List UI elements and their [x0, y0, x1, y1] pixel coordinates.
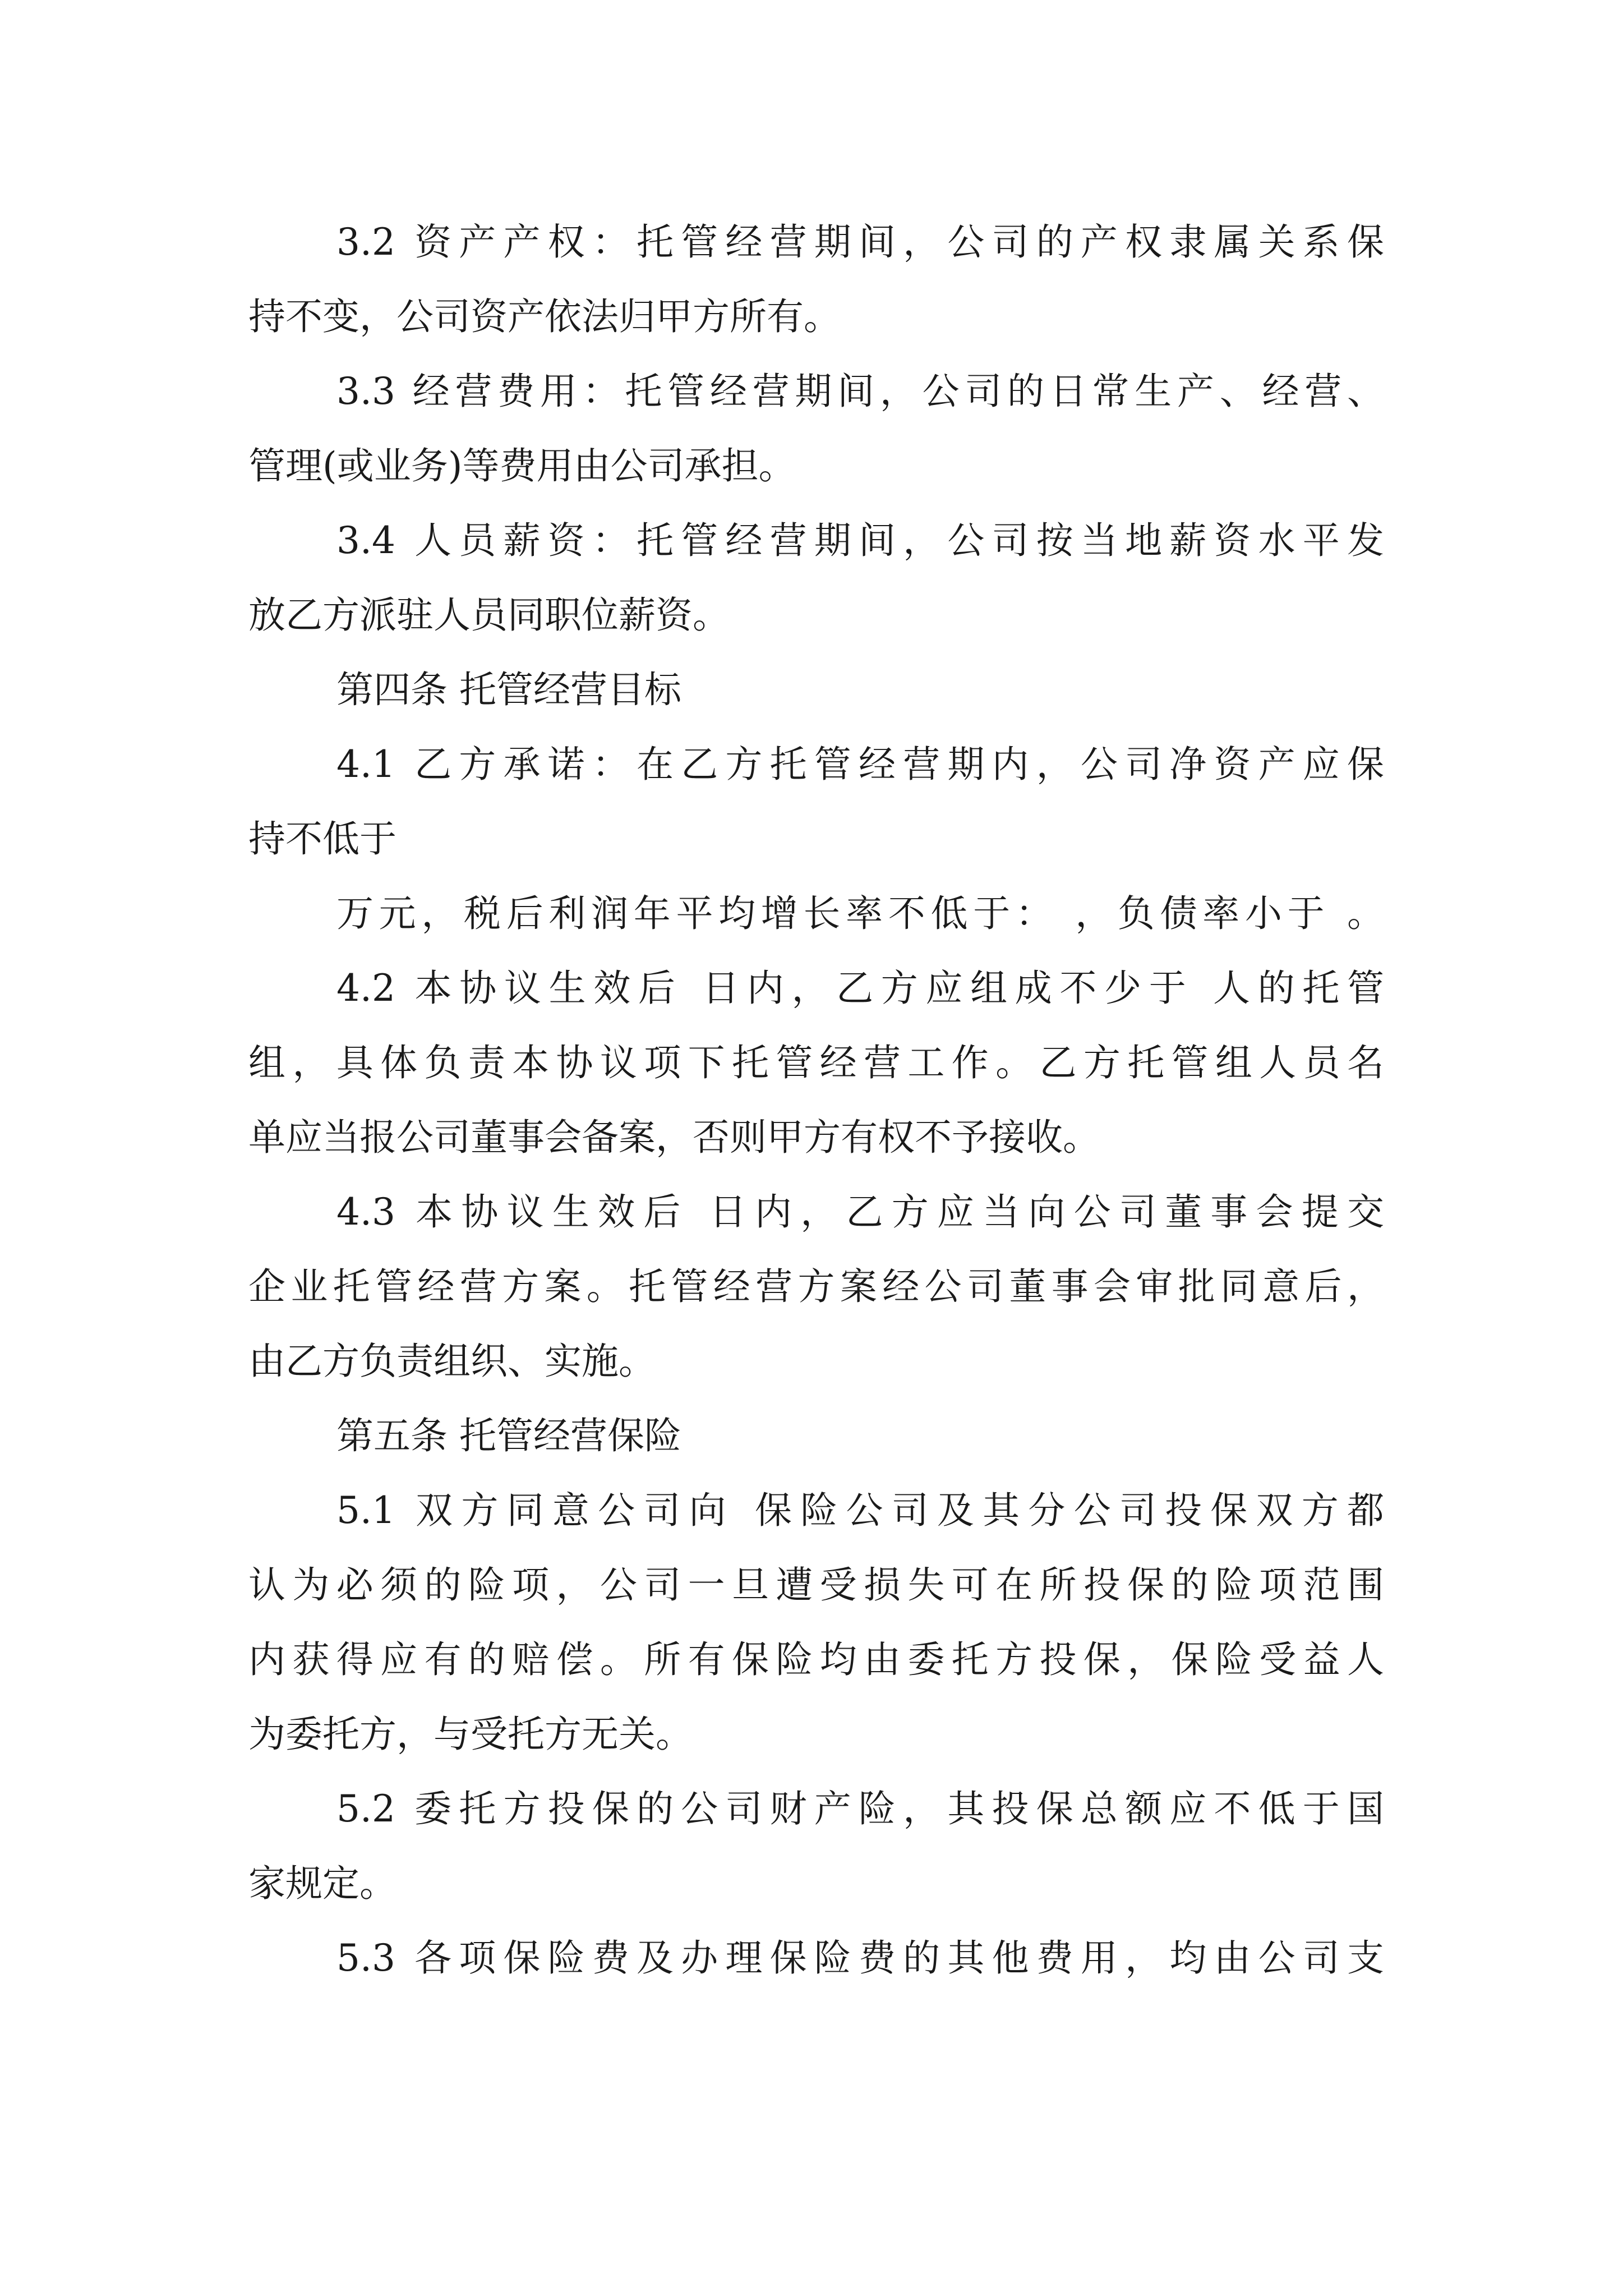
clause-5-1-line-4: 为委托方，与受托方无关。 — [248, 1713, 693, 1756]
clause-3-3-line-2: 管理(或业务)等费用由公司承担。 — [248, 444, 796, 487]
clause-3-4-line-1: 3.4 人员薪资：托管经营期间，公司按当地薪资水平发 — [336, 519, 1384, 562]
clause-3-4-line-2: 放乙方派驻人员同职位薪资。 — [248, 593, 730, 637]
clause-5-2-line-1: 5.2 委托方投保的公司财产险，其投保总额应不低于国 — [336, 1787, 1384, 1830]
article-4-heading: 第四条 托管经营目标 — [336, 668, 681, 711]
clause-4-1-line-3: 万元，税后利润年平均增长率不低于： ，负债率小于 。 — [336, 892, 1384, 935]
clause-4-1-line-1: 4.1 乙方承诺：在乙方托管经营期内，公司净资产应保 — [336, 743, 1384, 786]
clause-5-2-line-2: 家规定。 — [248, 1862, 396, 1905]
clause-4-2-line-2: 组，具体负责本协议项下托管经营工作。乙方托管组人员名 — [248, 1041, 1384, 1084]
clause-4-1-line-2: 持不低于 — [248, 817, 396, 861]
clause-4-3-line-2: 企业托管经营方案。托管经营方案经公司董事会审批同意后， — [248, 1265, 1384, 1308]
clause-4-2-line-1: 4.2 本协议生效后 日内，乙方应组成不少于 人的托管 — [336, 967, 1384, 1010]
clause-5-1-line-1: 5.1 双方同意公司向 保险公司及其分公司投保双方都 — [336, 1489, 1384, 1532]
clause-5-3-line-1: 5.3 各项保险费及办理保险费的其他费用，均由公司支 — [336, 1936, 1384, 1980]
clause-3-3-line-1: 3.3 经营费用：托管经营期间，公司的日常生产、经营、 — [336, 370, 1384, 413]
clause-3-2-line-2: 持不变，公司资产依法归甲方所有。 — [248, 295, 841, 338]
clause-4-3-line-3: 由乙方负责组织、实施。 — [248, 1340, 656, 1383]
clause-4-2-line-3: 单应当报公司董事会备案，否则甲方有权不予接收。 — [248, 1116, 1100, 1159]
clause-4-3-line-1: 4.3 本协议生效后 日内，乙方应当向公司董事会提交 — [336, 1190, 1384, 1234]
clause-5-1-line-3: 内获得应有的赔偿。所有保险均由委托方投保，保险受益人 — [248, 1638, 1384, 1681]
clause-3-2-line-1: 3.2 资产产权：托管经营期间，公司的产权隶属关系保 — [336, 220, 1384, 264]
article-5-heading: 第五条 托管经营保险 — [336, 1414, 681, 1457]
clause-5-1-line-2: 认为必须的险项，公司一旦遭受损失可在所投保的险项范围 — [248, 1563, 1384, 1607]
